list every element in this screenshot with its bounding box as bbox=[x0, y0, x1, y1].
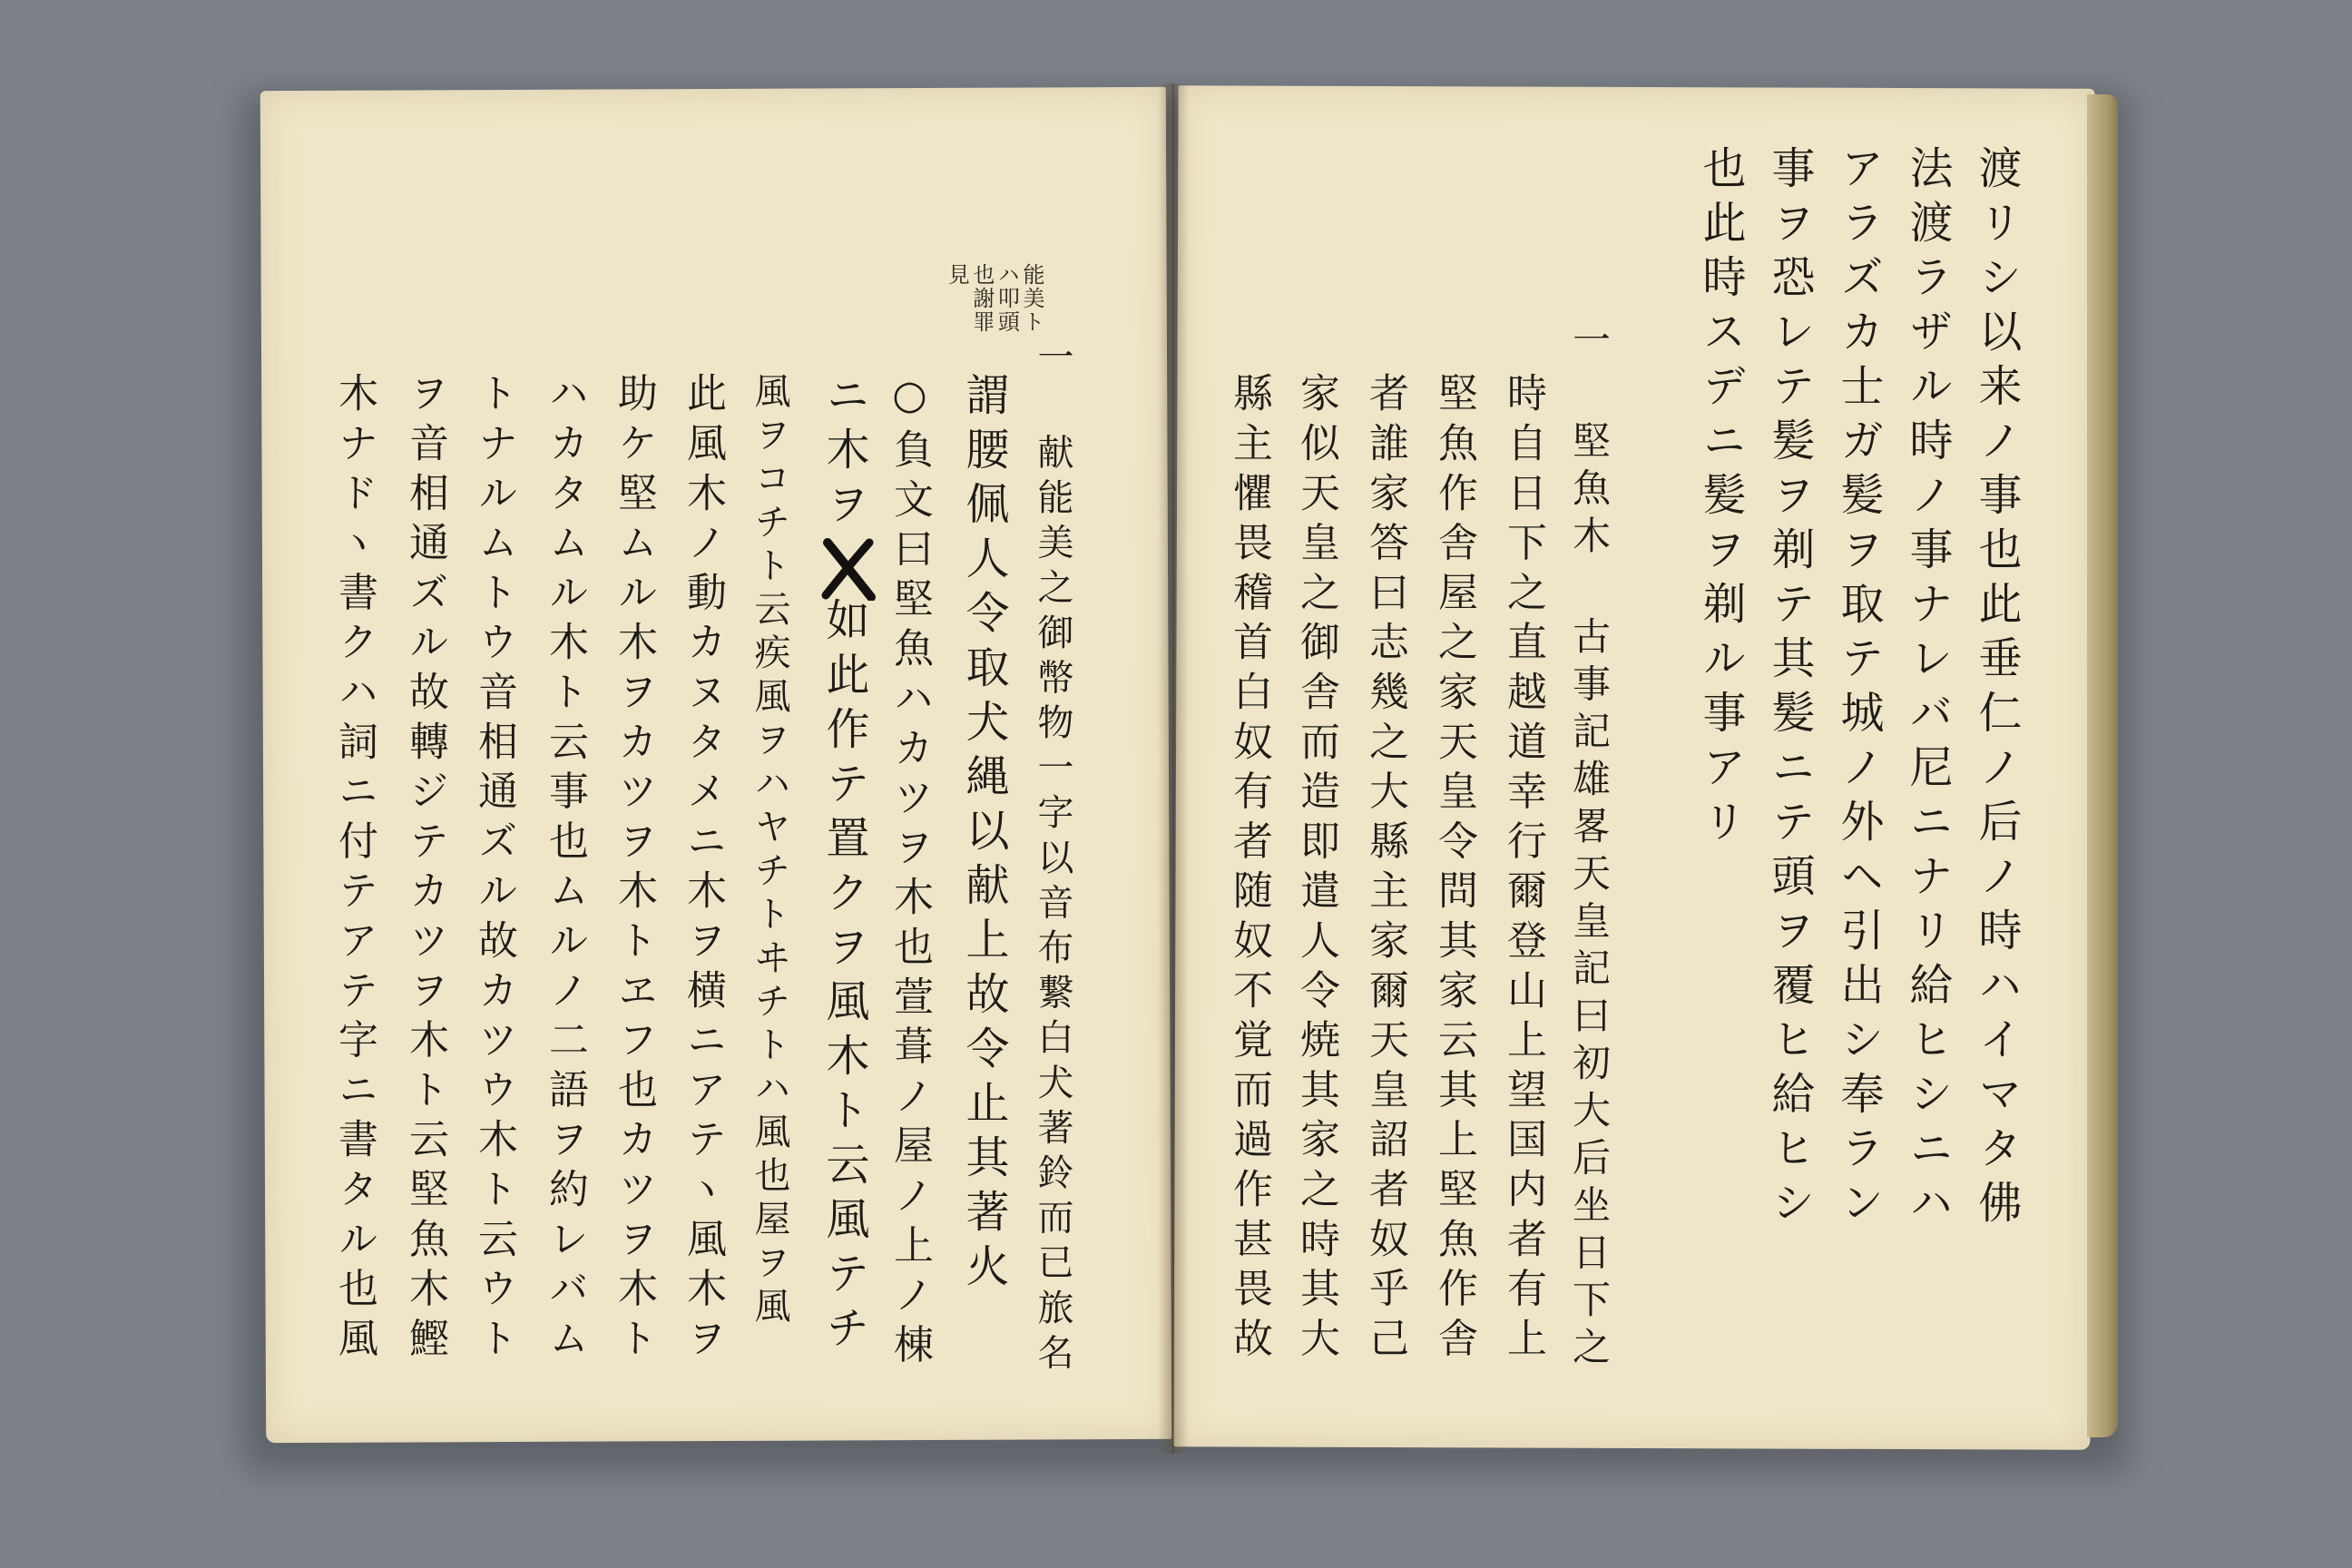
left-column-3: ○負文曰堅魚ハカツヲ木也萱葺ノ屋ノ上ノ棟 bbox=[887, 372, 933, 1373]
book-gutter bbox=[1158, 83, 1189, 1454]
right-column-9: 者誰家答曰志幾之大縣主家爾天皇詔者奴乎己 bbox=[1362, 372, 1408, 1367]
margin-note: 能美トハ叩頭也謝罪見 bbox=[944, 263, 1044, 334]
right-column-6: 一 堅魚木 古事記雄畧天皇記曰初大后坐日下之 bbox=[1567, 319, 1612, 1375]
right-column-7: 時自日下之直越道幸行爾登山上望国内者有上 bbox=[1500, 372, 1546, 1367]
right-column-11: 縣主懼畏稽首白奴有者随奴不覚而過作甚畏故 bbox=[1226, 372, 1272, 1367]
left-column-10: ヲ音相通ズル故轉ジテカツヲ木ト云堅魚木鰹 bbox=[402, 372, 448, 1367]
left-column-11: 木ナドヽ書クハ詞ニ付テアテ字ニ書タル也風 bbox=[331, 372, 377, 1367]
right-column-4: 事ヲ恐レテ髪ヲ剃テ其髪ニテ頭ヲ覆ヒ給ヒシ bbox=[1764, 145, 1815, 1234]
left-column-2: 謂腰佩人令取犬縄以献上故令止其著火 bbox=[958, 372, 1009, 1298]
left-column-8: ハカタムル木ト云事也ムルノ二語ヲ約レバム bbox=[542, 372, 588, 1367]
left-column-9: トナルムトウ音相通ズル故カツウ木ト云ウト bbox=[471, 372, 517, 1367]
left-column-5: 風ヲコチト云疾風ヲハヤチトヰチトハ風也屋ヲ風 bbox=[749, 372, 790, 1330]
page-edge-stack bbox=[2087, 94, 2118, 1437]
left-column-7: 助ケ堅ムル木ヲカツヲ木トヱフ也カツヲ木ト bbox=[611, 372, 657, 1367]
left-column-6: 此風木ノ動カヌタメニ木ヲ横ニアテヽ風木ヲ bbox=[680, 372, 726, 1367]
right-column-1: 渡リシ以来ノ事也此垂仁ノ后ノ時ハイマタ佛 bbox=[1971, 145, 2022, 1234]
left-column-1: 一 献能美之御幣物一字以音布繋白犬著鈴而已旅名 bbox=[1032, 338, 1073, 1378]
left-column-4: ニ木ヲ 如此作テ置クヲ風木ト云風テチ bbox=[818, 372, 869, 1359]
right-column-3: アラズカ士ガ髪ヲ取テ城ノ外ヘ引出シ奉ラン bbox=[1833, 145, 1884, 1234]
right-column-8: 堅魚作舎屋之家天皇令問其家云其上堅魚作舎 bbox=[1431, 372, 1477, 1367]
right-column-5: 也此時スデニ髪ヲ剃ル事アリ bbox=[1695, 145, 1746, 853]
x-mark-icon bbox=[817, 537, 880, 601]
right-column-10: 家似天皇之御舎而造即遣人令焼其家之時其大 bbox=[1293, 372, 1339, 1367]
right-column-2: 法渡ラザル時ノ事ナレバ尼ニナリ給ヒシニハ bbox=[1902, 145, 1953, 1234]
